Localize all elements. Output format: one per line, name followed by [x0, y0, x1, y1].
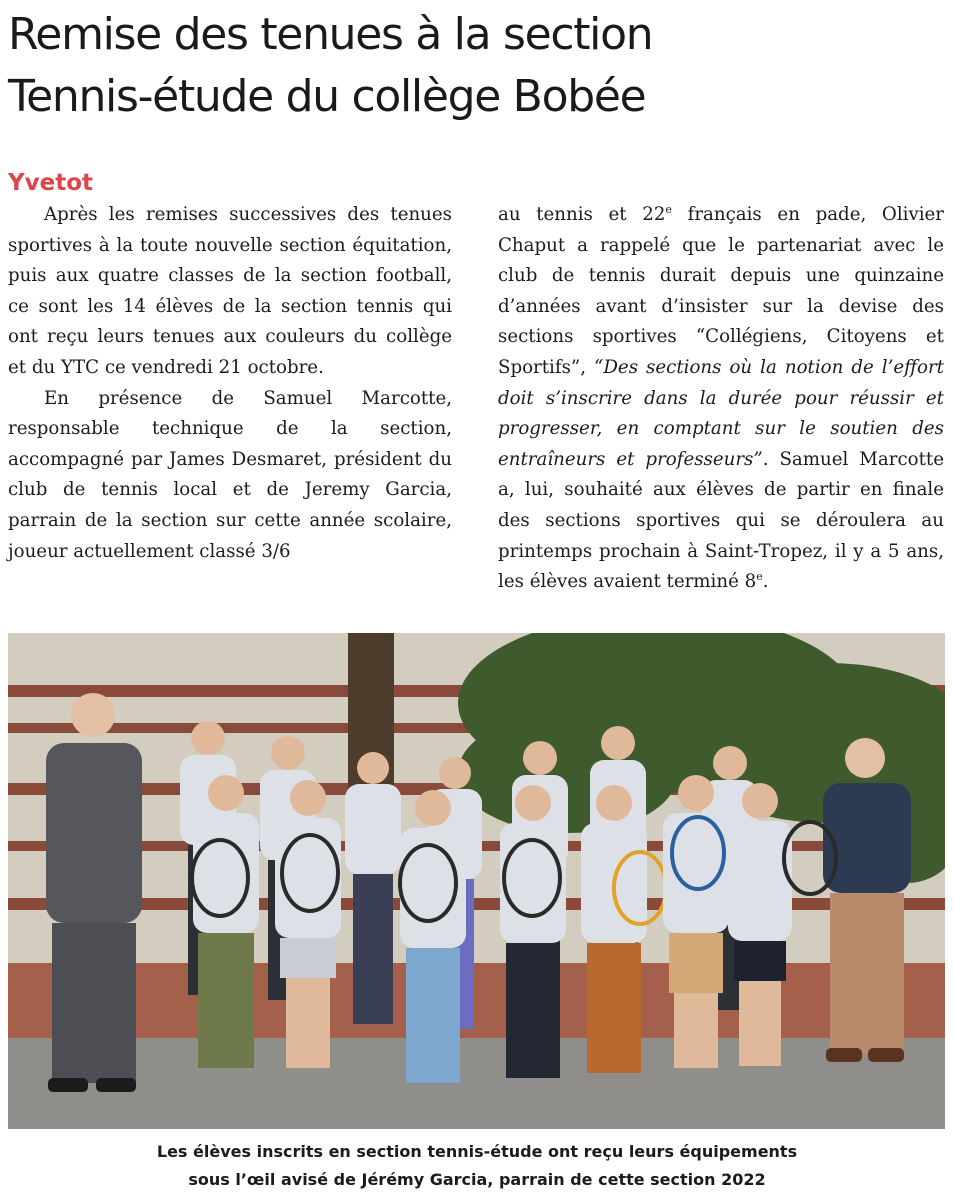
paragraph-2: En présence de Samuel Marcotte, responsable technique de la section, accompagné par James Desmaret, président du club de tennis local et de Jeremy Garcia, parrain de la section sur cette année scolaire, joueur actuellement classé 3/6: [8, 387, 452, 562]
superscript: e: [756, 570, 763, 584]
article-column-right: [498, 200, 944, 598]
text-run: .: [762, 571, 769, 593]
text-run: . Samuel Marcotte a, lui, souhaité aux élèves de partir en finale des sections sportives qui se déroulera au printemps prochain à Saint-Tropez, il y a 5 ans, les élèves avaient terminé 8: [498, 448, 944, 593]
caption-line-2: sous l’œil avisé de Jérémy Garcia, parrain de cette section 2022: [188, 1170, 766, 1189]
headline-line-1: Remise des tenues à la section: [8, 9, 653, 60]
article-headline: [8, 4, 948, 128]
ground: [8, 1038, 945, 1129]
superscript: e: [665, 203, 672, 216]
headline-line-2: Tennis-étude du collège Bobée: [8, 71, 646, 122]
adult-right-jacket: [823, 738, 911, 1062]
adult-left-suit: [46, 693, 142, 1092]
quote-italic: “Des sections où la notion de l’effort doit s’inscrire dans la durée pour réussir et progresser, en comptant sur le soutien des entraîneurs et professeurs”: [498, 356, 944, 470]
article-column-left: [8, 200, 452, 567]
location-label: Yvetot: [8, 170, 94, 196]
low-brick-wall: [8, 963, 945, 1043]
group-photo-illustration: [8, 633, 945, 1129]
text-run: français en pade, Olivier Chaput a rappelé que le partenariat avec le club de tennis durait depuis une quinzaine d’années avant d’insister sur la devise des sections sportives “Collégiens, Citoyens et Sportifs”,: [498, 204, 945, 378]
text-run: au tennis et 22: [498, 204, 666, 225]
paragraph-1: Après les remises successives des tenues sportives à la toute nouvelle section équitation, puis aux quatre classes de la section football, ce sont les 14 élèves de la section tennis qui ont reçu leurs tenues aux couleurs du collège et du YTC ce vendredi 21 octobre.: [8, 204, 452, 378]
photo-caption: [0, 1138, 954, 1194]
paragraph-3: [498, 200, 944, 598]
group-photo: [8, 633, 945, 1129]
caption-line-1: Les élèves inscrits en section tennis-étude ont reçu leurs équipements: [156, 1142, 798, 1161]
